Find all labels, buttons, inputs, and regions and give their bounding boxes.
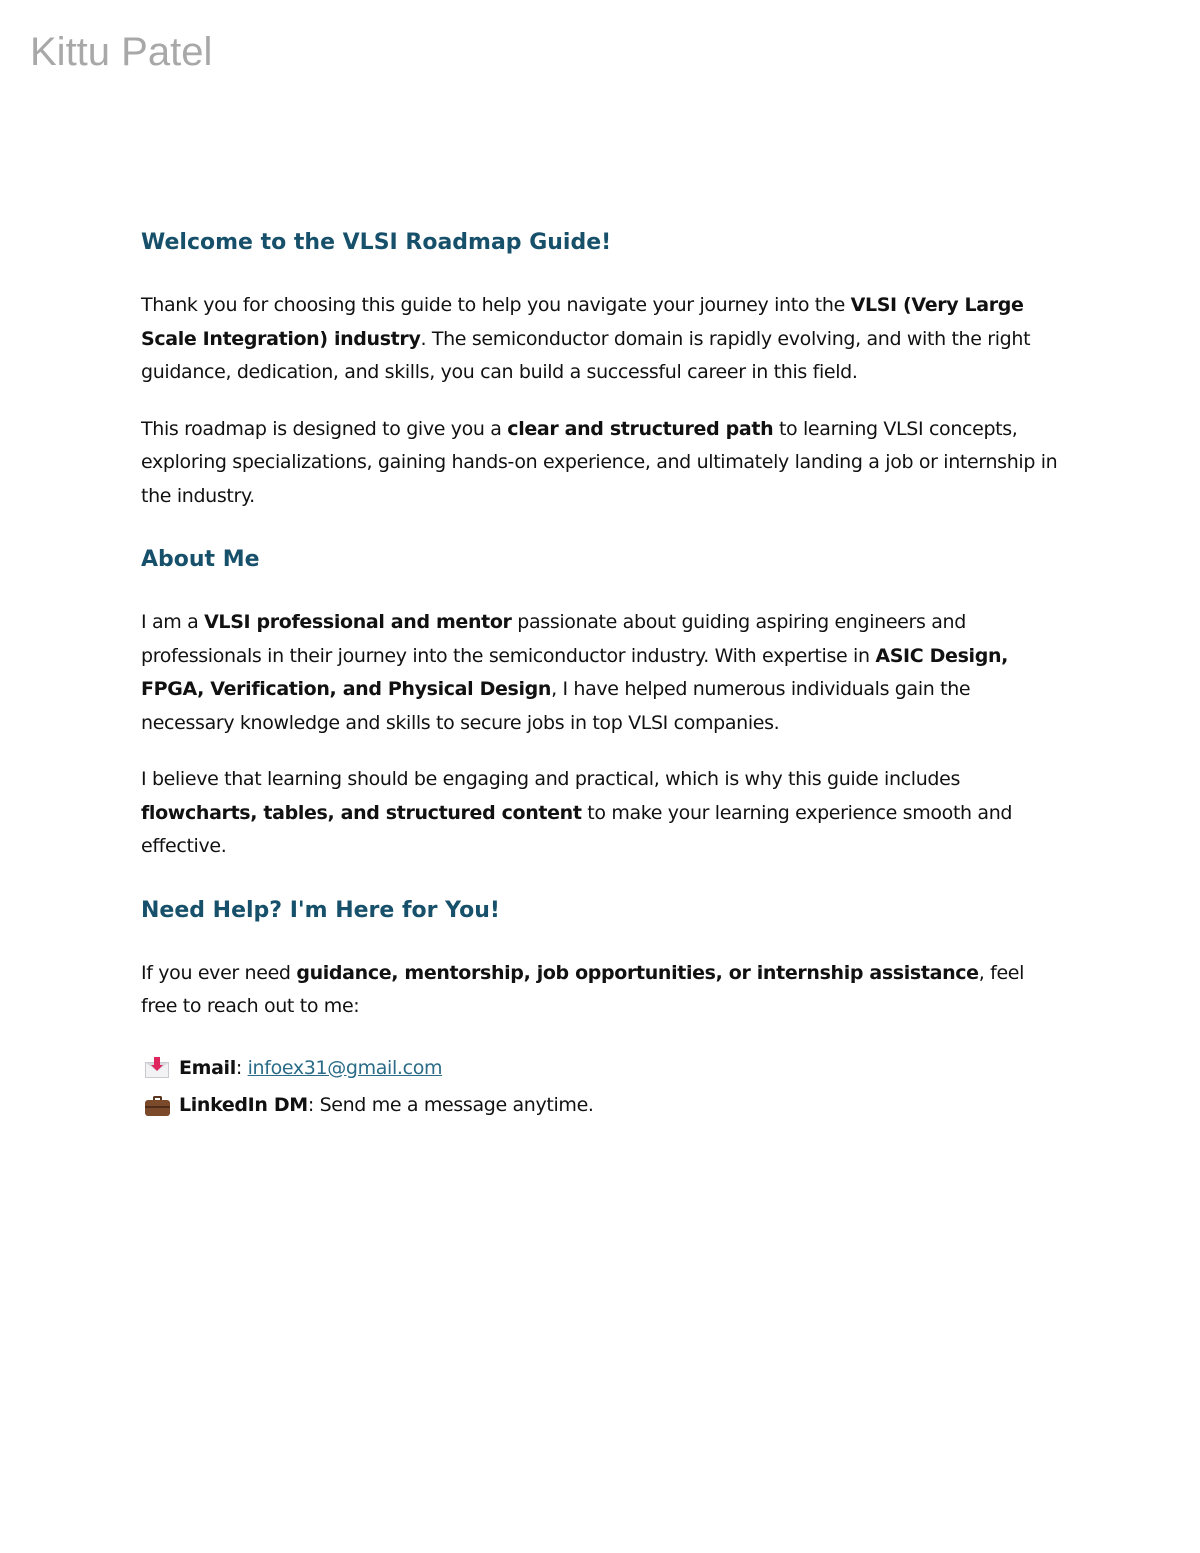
email-link[interactable]: infoex31@gmail.com	[247, 1056, 443, 1079]
linkedin-contact-line: LinkedIn DM : Send me a message anytime.	[141, 1087, 1061, 1124]
email-contact-line: Email : infoex31@gmail.com	[141, 1050, 1061, 1087]
about-heading: About Me	[141, 547, 260, 572]
help-heading: Need Help? I'm Here for You!	[141, 897, 500, 923]
welcome-paragraph-1: Thank you for choosing this guide to help you navigate your journey into the VLSI (Very Large Scale Integration) industry. The semiconductor domain is rapidly evolving, and with the right guidance, dedication, and skills, you can build a successful career in this field.	[141, 294, 1031, 383]
welcome-paragraph-2: This roadmap is designed to give you a clear and structured path to learning VLSI concepts, exploring specializations, gaining hands-on experience, and ultimately landing a job or internship in the industry.	[141, 417, 1058, 507]
welcome-heading: Welcome to the VLSI Roadmap Guide!	[141, 230, 612, 255]
about-paragraph-1: I am a VLSI professional and mentor passionate about guiding aspiring engineers and professionals in their journey into the semiconductor industry. With expertise in ASIC Design, FPGA, Verification, and Physical Design, I have helped numerous individuals gain the necessary knowledge and skills to secure jobs in top VLSI companies.	[141, 611, 1008, 734]
linkedin-text: Send me a message anytime.	[319, 1093, 594, 1116]
help-paragraph: If you ever need guidance, mentorship, job opportunities, or internship assistance, feel free to reach out to me:	[141, 961, 1025, 1017]
about-paragraph-2: I believe that learning should be engaging and practical, which is why this guide includes flowcharts, tables, and structured content to make your learning experience smooth and effective.	[141, 768, 1013, 857]
document-body	[141, 226, 1061, 1124]
email-label: Email	[179, 1056, 236, 1079]
briefcase-icon	[145, 1094, 171, 1116]
envelope-arrow-icon	[145, 1057, 171, 1079]
linkedin-label: LinkedIn DM	[179, 1093, 308, 1116]
watermark: Kittu Patel	[30, 30, 213, 74]
